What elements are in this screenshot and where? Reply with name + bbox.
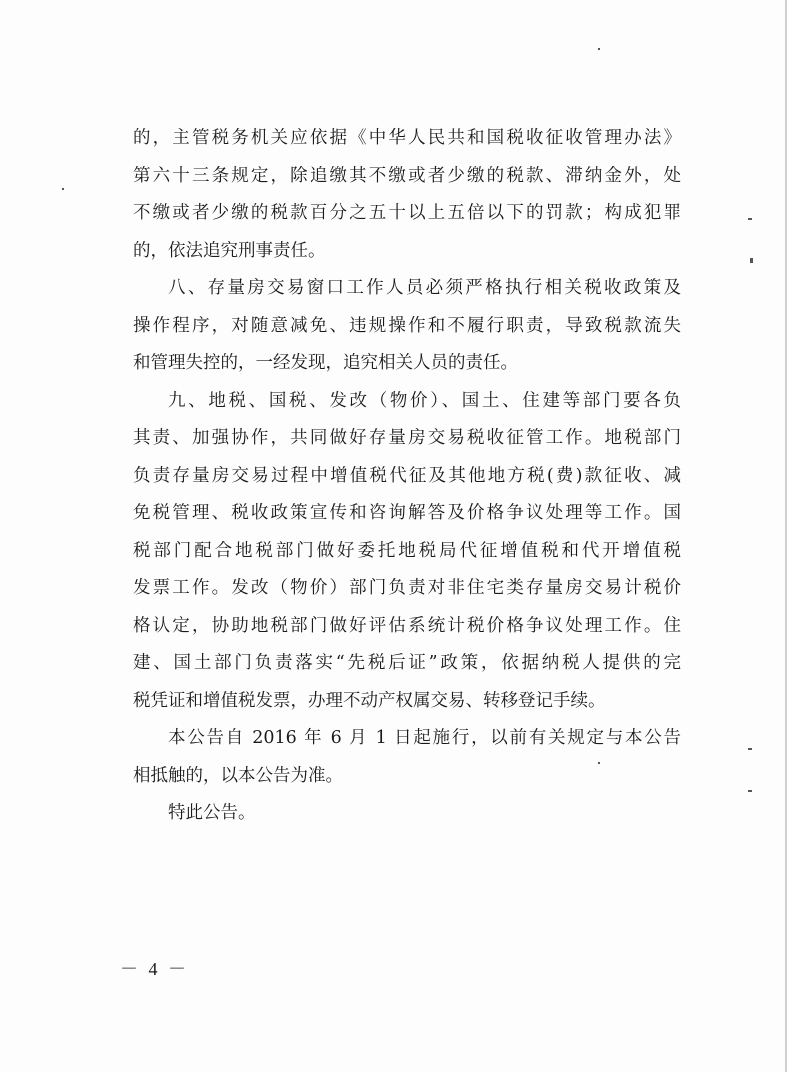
text-line: 相抵触的，以本公告为准。 [133, 765, 343, 786]
scan-mark [748, 790, 752, 792]
text-line: 八、存量房交易窗口工作人员必须严格执行相关税收政策及 [168, 278, 681, 298]
text-line: 负责存量房交易过程中增值税代征及其他地方税(费)款征收、减 [133, 465, 681, 486]
scan-mark [748, 218, 752, 220]
text-line: 操作程序，对随意减免、违规操作和不履行职责，导致税款流失 [133, 315, 681, 336]
scan-mark [750, 258, 753, 263]
scan-mark [598, 762, 600, 764]
paragraph-p-nine [133, 383, 681, 721]
page-number: － 4 － [120, 959, 189, 979]
text-line: 第六十三条规定，除追缴其不缴或者少缴的税款、滞纳金外，处 [133, 165, 681, 186]
text-line: 九、地税、国税、发改（物价）、国土、住建等部门要各负 [168, 390, 681, 411]
scan-mark [748, 748, 752, 750]
text-line: 发票工作。发改（物价）部门负责对非住宅类存量房交易计税价 [133, 578, 681, 598]
text-line: 其责、加强协作，共同做好存量房交易税收征管工作。地税部门 [133, 428, 681, 448]
scan-mark [598, 48, 600, 50]
text-line: 税凭证和增值税发票，办理不动产权属交易、转移登记手续。 [133, 690, 606, 711]
text-line: 建、国土部门负责落实“先税后证”政策，依据纳税人提供的完 [133, 653, 681, 673]
text-line: 不缴或者少缴的税款百分之五十以上五倍以下的罚款；构成犯罪 [133, 203, 681, 223]
text-line: 本公告自 2016 年 6 月 1 日起施行，以前有关规定与本公告 [168, 728, 681, 748]
paragraph-p-eight [133, 270, 681, 383]
text-line: 的，依法追究刑事责任。 [133, 240, 326, 261]
text-line: 的，主管税务机关应依据《中华人民共和国税收征收管理办法》 [133, 128, 681, 148]
scan-mark [62, 188, 64, 190]
paragraph-p-effective [133, 720, 681, 795]
text-line: 税部门配合地税部门做好委托地税局代征增值税和代开增值税 [133, 540, 681, 561]
document-body [133, 120, 681, 833]
text-line: 和管理失控的，一经发现，追究相关人员的责任。 [133, 353, 518, 373]
text-line: 格认定，协助地税部门做好评估系统计税价格争议处理工作。住 [133, 615, 681, 636]
paragraph-p-closing [133, 795, 681, 833]
paragraph-p-continued [133, 120, 681, 270]
text-line: 免税管理、税收政策宣传和咨询解答及价格争议处理等工作。国 [133, 503, 681, 523]
text-line: 特此公告。 [168, 803, 256, 823]
